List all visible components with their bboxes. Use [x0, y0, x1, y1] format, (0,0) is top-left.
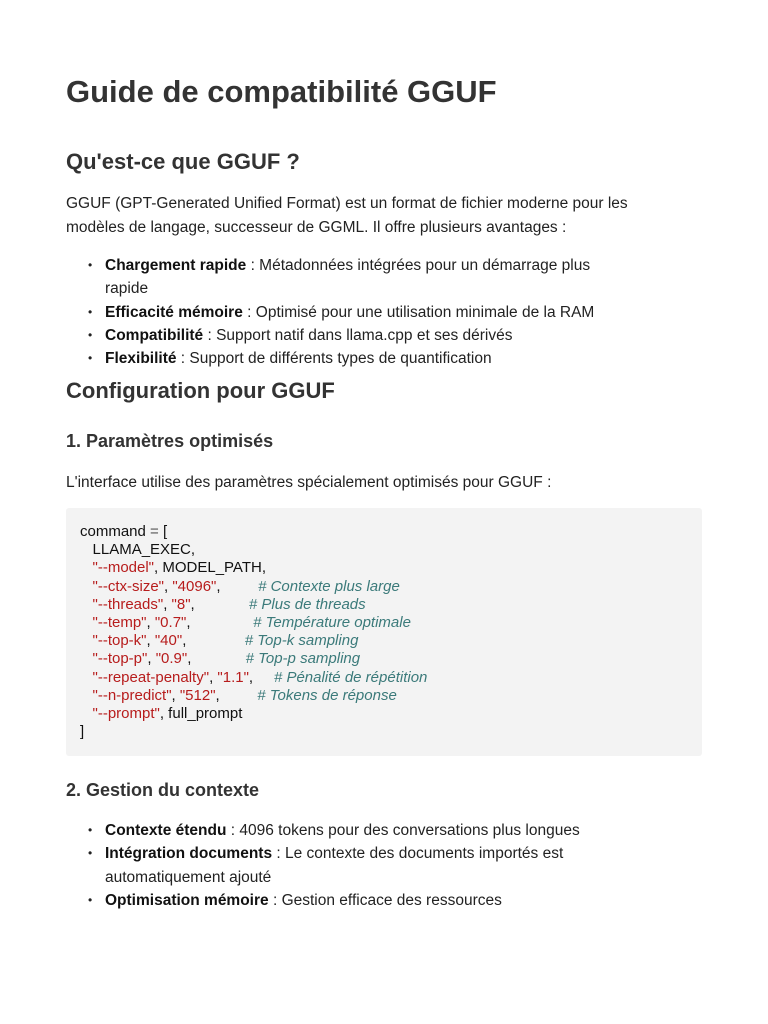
list-item-text: : Support de différents types de quantification	[176, 350, 492, 368]
list-item-text: : Métadonnées intégrées pour un démarrage plus rapide	[105, 257, 591, 298]
list-item	[66, 347, 626, 370]
list-item-term: Chargement rapide	[105, 257, 247, 274]
list-item	[66, 301, 626, 324]
subsection-heading-parameters: 1. Paramètres optimisés	[66, 431, 274, 451]
code-line: "--temp", "0.7", # Température optimale	[92, 614, 411, 632]
code-line: "--repeat-penalty", "1.1", # Pénalité de répétition	[92, 668, 428, 686]
code-block	[66, 508, 702, 756]
code-line: "--model", MODEL_PATH,	[92, 559, 266, 577]
context-list	[66, 819, 626, 912]
list-item-text: : Support natif dans llama.cpp et ses dérivés	[203, 326, 513, 344]
list-item	[66, 254, 626, 301]
code-line: "--top-p", "0.9", # Top-p sampling	[92, 650, 361, 668]
advantages-list	[66, 254, 626, 370]
list-item-term: Compatibilité	[105, 326, 204, 344]
list-item	[66, 819, 626, 842]
bullet-icon: •	[88, 304, 93, 319]
parameters-intro: L'interface utilise des paramètres spécialement optimisés pour GGUF :	[66, 474, 552, 491]
list-item-text: : 4096 tokens pour des conversations plus longues	[226, 822, 580, 839]
code-content	[80, 523, 427, 741]
list-item-text: : Le contexte des documents importés est	[272, 845, 564, 863]
list-item-term: Efficacité mémoire	[105, 303, 243, 321]
list-item-text: : Optimisé pour une utilisation minimale de la RAM	[242, 303, 595, 321]
page-title: Guide de compatibilité GGUF	[66, 74, 497, 109]
bullet-icon: •	[88, 258, 93, 272]
subsection-heading-context: 2. Gestion du contexte	[66, 780, 260, 800]
code-line: LLAMA_EXEC,	[92, 541, 196, 559]
bullet-icon: •	[88, 351, 93, 366]
intro-line-2: modèles de langage, successeur de GGML. Il offre plusieurs avantages :	[66, 219, 567, 236]
list-item-term: Optimisation mémoire	[105, 891, 269, 909]
list-item	[66, 842, 626, 889]
list-item-text-continued: automatiquement ajouté	[105, 868, 272, 886]
code-line: "--threads", "8", # Plus de threads	[92, 595, 366, 613]
code-line: command = [	[80, 523, 168, 540]
bullet-icon: •	[88, 327, 93, 342]
intro-paragraph	[66, 192, 666, 240]
list-item-term: Flexibilité	[105, 350, 177, 368]
code-line: "--prompt", full_prompt	[92, 705, 243, 723]
code-line: ]	[80, 723, 85, 741]
code-line: "--top-k", "40", # Top-k sampling	[92, 632, 359, 650]
bullet-icon: •	[88, 892, 93, 907]
section-heading-what-is-gguf: Qu'est-ce que GGUF ?	[66, 149, 300, 174]
list-item-term: Intégration documents	[105, 845, 273, 863]
code-line: "--n-predict", "512", # Tokens de réponse	[92, 686, 397, 704]
list-item	[66, 324, 626, 347]
list-item	[66, 889, 626, 912]
code-line: "--ctx-size", "4096", # Contexte plus large	[92, 577, 400, 595]
section-heading-configuration: Configuration pour GGUF	[66, 378, 335, 403]
list-item-text: : Gestion efficace des ressources	[268, 891, 502, 909]
list-item-term: Contexte étendu	[105, 822, 227, 839]
bullet-icon: •	[88, 846, 93, 861]
bullet-icon: •	[88, 823, 93, 837]
intro-line-1: GGUF (GPT-Generated Unified Format) est un format de fichier moderne pour les	[66, 195, 628, 212]
